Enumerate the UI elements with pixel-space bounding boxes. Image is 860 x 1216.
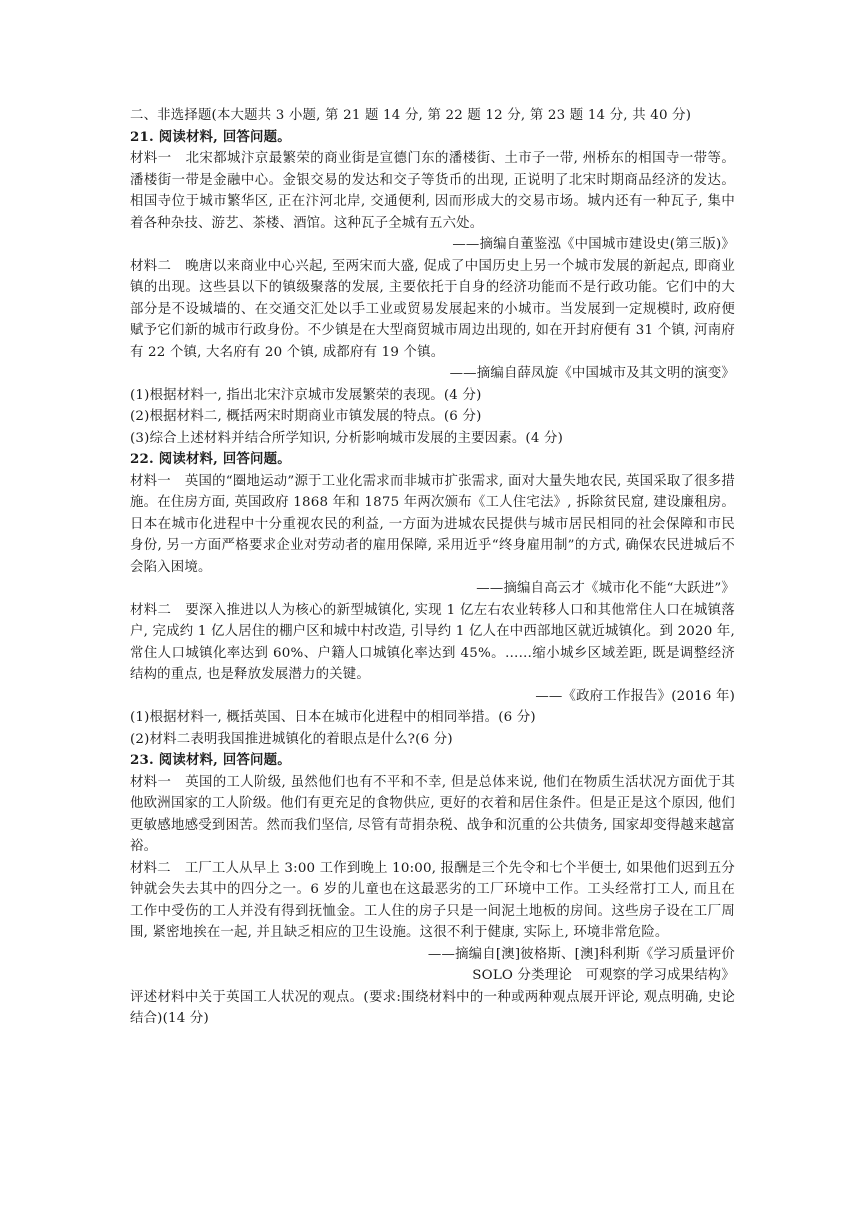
q21-material-1 (130, 148, 735, 234)
q23-source-line-2: SOLO 分类理论 可观察的学习成果结构》 (472, 968, 735, 983)
material-label: 材料一 (130, 774, 172, 790)
q21-subquestion-2: (2)根据材料二, 概括两宋时期商业市镇发展的特点。(6 分) (130, 409, 482, 424)
material-text: 工厂工人从早上 3:00 工作到晚上 10:00, 报酬是三个先令和七个半便士, 如果他们迟到五分钟就会失去其中的四分之一。6 岁的儿童也在这最恶劣的工厂环境中工作。工头经常打工人, 而且在工作中受伤的工人并没有得到抚恤金。工人住的房子只是一间泥土地板的房间。这些房子设在工厂周围, 紧密地挨在一起, 并且缺乏相应的卫生设施。这很不利于健康, 实际上, 环境非常危险。 (130, 860, 735, 940)
q21-material-2-source: ——摘编自薛凤旋《中国城市及其文明的演变》 (449, 366, 735, 381)
material-text: 晚唐以来商业中心兴起, 至两宋而大盛, 促成了中国历史上另一个城市发展的新起点, 即商业镇的出现。这些县以下的镇级聚落的发展, 主要依托于自身的经济功能而不是行政功能。它们中的大部分是不设城墙的、在交通交汇处以手工业或贸易发展起来的小城市。当发展到一定规模时, 政府便赋予它们新的城市行政身份。不少镇是在大型商贸城市周边出现的, 如在开封府便有 31 个镇, 河南府有 22 个镇, 大名府有 20 个镇, 成都府有 19 个镇。 (130, 258, 735, 360)
q23-material-1 (130, 772, 735, 858)
q22-material-2 (130, 600, 735, 686)
material-label: 材料一 (130, 151, 172, 166)
q21-material-1-source: ——摘编自董鉴泓《中国城市建设史(第三版)》 (452, 237, 735, 252)
material-label: 材料二 (130, 258, 172, 274)
material-text: 英国的工人阶级, 虽然他们也有不平和不幸, 但是总体来说, 他们在物质生活状况方面优于其他欧洲国家的工人阶级。他们有更充足的食物供应, 更好的衣着和居住条件。但是正是这个原因, 他们更敏感地感受到困苦。然而我们坚信, 尽管有苛捐杂税、战争和沉重的公共债务, 国家却变得越来越富裕。 (130, 774, 735, 854)
section-header: 二、非选择题(本大题共 3 小题, 第 21 题 14 分, 第 22 题 12 分, 第 23 题 14 分, 共 40 分) (130, 108, 692, 123)
q22-material-1 (130, 471, 735, 579)
q22-subquestion-1: (1)根据材料一, 概括英国、日本在城市化进程中的相同举措。(6 分) (130, 710, 536, 725)
material-text: 要深入推进以人为核心的新型城镇化, 实现 1 亿左右农业转移人口和其他常住人口在城镇落户, 完成约 1 亿人居住的棚户区和城中村改造, 引导约 1 亿人在中西部地区就近城镇化。到 2020 年, 常住人口城镇化率达到 60%、户籍人口城镇化率达到 45%。……缩小城乡区域差距, 既是调整经济结构的重点, 也是释放发展潜力的关键。 (130, 602, 735, 682)
q21-subquestion-3: (3)综合上述材料并结合所学知识, 分析影响城市发展的主要因素。(4 分) (130, 430, 564, 446)
q21-subquestion-1: (1)根据材料一, 指出北宋汴京城市发展繁荣的表现。(4 分) (130, 387, 482, 403)
question-21-title: 21. 阅读材料, 回答问题。 (130, 128, 291, 145)
material-label: 材料二 (130, 860, 171, 876)
material-label: 材料二 (130, 602, 172, 618)
q22-material-1-source: ——摘编自高云才《城市化不能“大跃进”》 (476, 581, 735, 596)
material-label: 材料一 (130, 473, 171, 489)
q22-material-2-source: ——《政府工作报告》(2016 年) (535, 688, 735, 704)
material-text: 英国的“圈地运动”源于工业化需求而非城市扩张需求, 面对大量失地农民, 英国采取了很多措施。在住房方面, 英国政府 1868 年和 1875 年两次颁布《工人住宅法》, 拆除贫民窟, 建设廉租房。日本在城市化进程中十分重视农民的利益, 一方面为进城农民提供与城市居民相同的社会保障和市民身份, 另一方面严格要求企业对劳动者的雇用保障, 采用近乎“终身雇用制”的方式, 确保农民进城后不会陷入困境。 (130, 473, 735, 575)
question-23-title: 23. 阅读材料, 回答问题。 (130, 752, 291, 768)
q23-source-line-1: ——摘编自[澳]彼格斯、[澳]科利斯《学习质量评价 (427, 946, 735, 962)
question-22-title: 22. 阅读材料, 回答问题。 (130, 451, 291, 467)
q23-material-2 (130, 858, 735, 944)
q22-subquestion-2: (2)材料二表明我国推进城镇化的着眼点是什么?(6 分) (130, 731, 453, 747)
material-text: 北宋都城汴京最繁荣的商业街是宣德门东的潘楼街、土市子一带, 州桥东的相国寺一带等。潘楼街一带是金融中心。金银交易的发达和交子等货币的出现, 正说明了北宋时期商品经济的发达。相国寺位于城市繁华区, 正在汴河北岸, 交通便利, 因而形成大的交易市场。城内还有一种瓦子, 集中着各种杂技、游艺、茶楼、酒馆。这种瓦子全城有五六处。 (130, 151, 735, 231)
q21-material-2 (130, 256, 735, 364)
exam-page (130, 105, 735, 1030)
q23-task: 评述材料中关于英国工人状况的观点。(要求:围绕材料中的一种或两种观点展开评论, 观点明确, 史论结合)(14 分) (130, 989, 735, 1026)
